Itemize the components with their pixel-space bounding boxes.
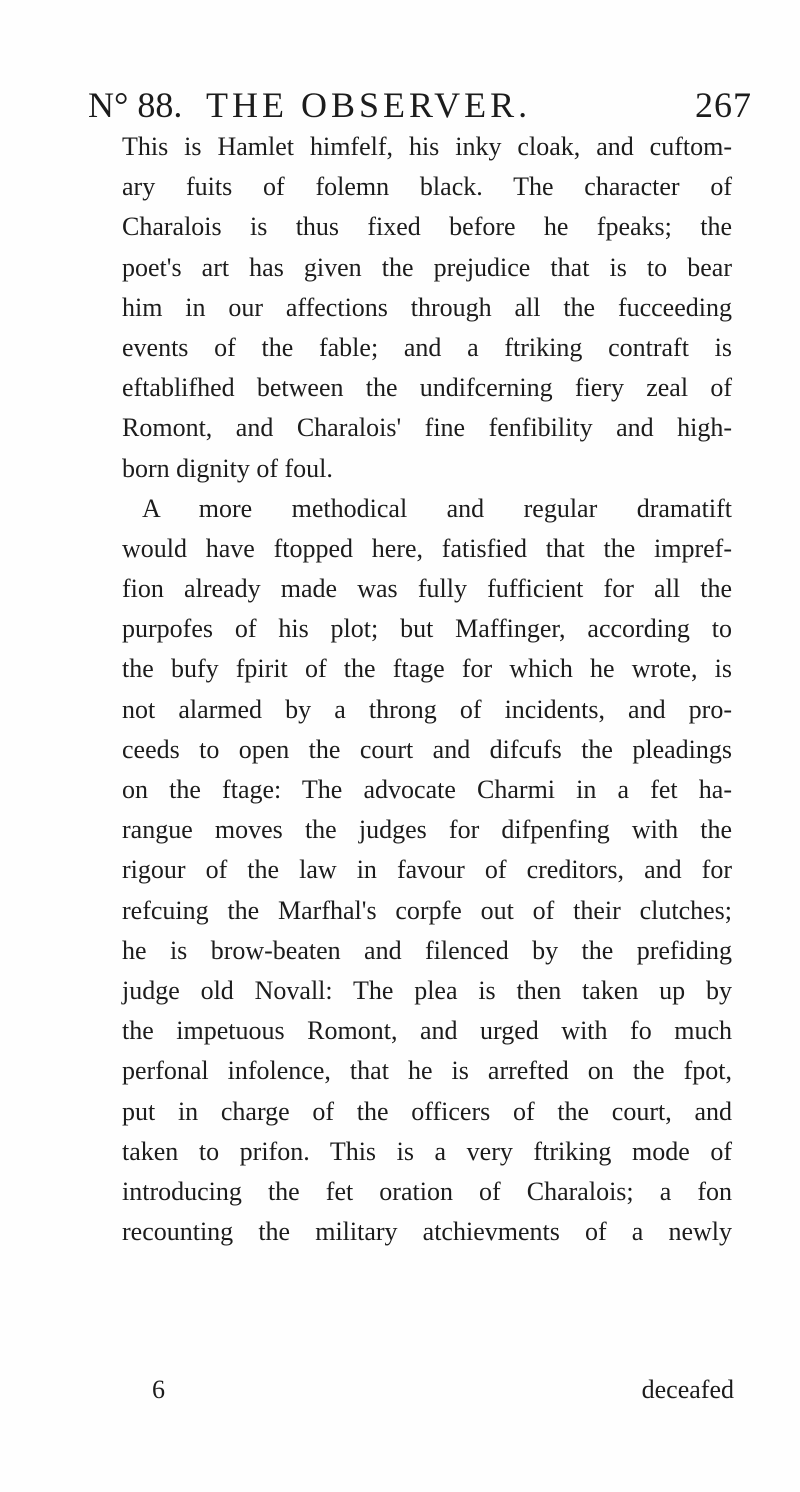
text-line: he is brow-beaten and filenced by the prefiding <box>122 935 732 965</box>
page-footer <box>152 1375 734 1419</box>
text-line: judge old Novall: The plea is then taken up by <box>122 975 732 1005</box>
text-line: ary fuits of folemn black. The character of <box>122 172 732 202</box>
text-line: recounting the military atchievments of a newly <box>122 1217 732 1247</box>
text-line: fion already made was fully fufficient for all the <box>122 574 732 604</box>
text-line: Romont, and Charalois' fine fenfibility and high- <box>122 413 732 443</box>
text-line: rangue moves the judges for difpenfing with the <box>122 815 732 845</box>
page-number: 267 <box>695 85 752 125</box>
text-line: Charalois is thus fixed before he fpeaks; the <box>122 212 732 242</box>
text-line: rigour of the law in favour of creditors, and for <box>122 855 732 885</box>
text-line: purpofes of his plot; but Maffinger, according to <box>122 614 732 644</box>
running-title: THE OBSERVER. <box>206 85 532 125</box>
text-line: born dignity of foul. <box>122 453 333 483</box>
catchword: deceafed <box>641 1375 734 1404</box>
signature-mark: 6 <box>152 1375 165 1404</box>
text-line: taken to prifon. This is a very ftriking mode of <box>122 1136 732 1166</box>
text-line: the impetuous Romont, and urged with fo much <box>122 1016 732 1046</box>
text-line: This is Hamlet himfelf, his inky cloak, and cuftom- <box>122 132 732 161</box>
text-line: A more methodical and regular dramatift <box>142 493 732 523</box>
text-line: eftablifhed between the undifcerning fiery zeal of <box>122 373 732 403</box>
text-line: him in our affections through all the fucceeding <box>122 292 732 322</box>
text-line: events of the fable; and a ftriking contraft is <box>122 332 732 362</box>
text-line: the bufy fpirit of the ftage for which he wrote, is <box>122 654 732 684</box>
text-line: ceeds to open the court and difcufs the pleadings <box>122 734 732 764</box>
text-line: introducing the fet oration of Charalois; a fon <box>122 1176 732 1206</box>
text-line: refcuing the Marfhal's corpfe out of their clutches; <box>122 895 732 925</box>
text-line: would have ftopped here, fatisfied that the impref- <box>122 533 732 563</box>
body-text <box>122 127 732 1252</box>
text-line: perfonal infolence, that he is arrefted on the fpot, <box>122 1056 732 1086</box>
issue-number: N° 88. <box>88 85 183 125</box>
text-line: poet's art has given the prejudice that is to bear <box>122 252 732 282</box>
text-line: put in charge of the officers of the court, and <box>122 1096 732 1126</box>
text-line: on the ftage: The advocate Charmi in a fet ha- <box>122 775 732 804</box>
text-line: not alarmed by a throng of incidents, and pro- <box>122 694 732 724</box>
